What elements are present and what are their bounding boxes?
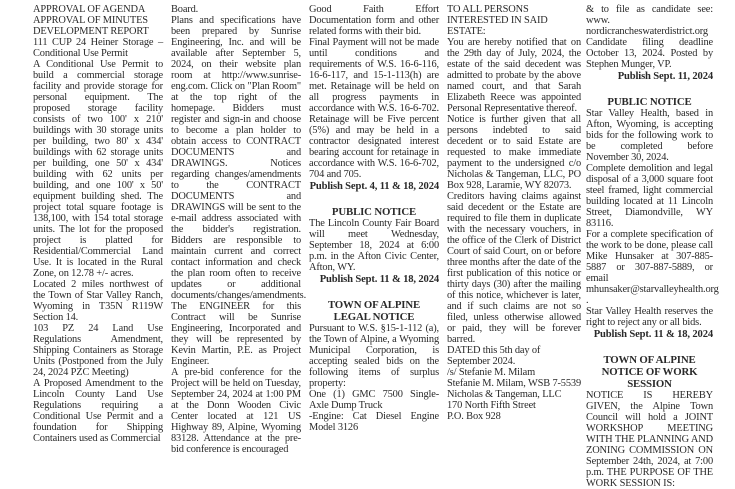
notice-paragraph: A pre-bid conference for the Project will be held on Tuesday, September 24, 2024 at 1:00 PM at the Donn Wooden Civic Center located at 121 US Highway 89, Alpine, Wyoming 83128. Attendance at the pre-bid conference is encouraged: [171, 367, 301, 455]
publish-dates: Publish Sept. 11 & 18, 2024: [593, 329, 713, 340]
text-line: Stefanie M. Milam, WSB 7-5539: [447, 378, 581, 389]
publish-dates: Publish Sept. 11, 2024: [617, 71, 713, 82]
notice-paragraph: Creditors having claims against said decedent or the Estate are required to file them in duplicate with the necessary vouchers, in the office of the Clerk of District Court of said Court, on or before three months after the date of the first publication of this notice or thirty days (30) after the mailing of this notice, whichever is later, and if such claims are not so filed, unless otherwise allowed or paid, they will be forever barred.: [447, 191, 581, 345]
notice-paragraph: -Engine: Cat Diesel Engine Model 3126: [309, 411, 439, 433]
notice-paragraph: For a complete specification of the work to be done, please call Mike Hunsaker at 307-885-5887 or 307-887-5889, or email mhunsaker@starvalleyhealth.org .: [586, 229, 719, 306]
notice-heading: TOWN OF ALPINE: [603, 354, 696, 366]
notice-paragraph: Plans and specifications have been prepared by Sunrise Engineering, Inc. and will be available after September 5, 2024, on their website plan room at http://www.sunrise-eng.com. Click on "Plan Room" at the top right of the homepage. Bidders must register and sign-in and choose to become a plan holder to obtain access to CONTRACT DOCUMENTS and DRAWINGS. Notices regarding changes/amendments to the CONTRACT DOCUMENTS and DRAWINGS will be sent to the e-mail address associated with the bidder's registration. Bidders are responsible to maintain current and correct contact information and check the plan room often to receive updates or additional documents/changes/amendments. The ENGINEER for this Contract will be Sunrise Engineering, Incorporated and they will be represented by Kevin Martin, P.E. as Project Engineer.: [171, 15, 307, 367]
text-line: 170 North Fifth Street: [447, 400, 536, 411]
notice-heading: PUBLIC NOTICE: [331, 206, 417, 218]
notice-paragraph: 103 PZ 24 Land Use Regulations Amendment, Shipping Containers as Storage Units (Postponed from the July 24, 2024 PZC Meeting): [33, 323, 163, 378]
text-line: Nicholas & Tangeman, LLC: [447, 389, 562, 400]
notice-paragraph: You are hereby notified that on the 29th day of July, 2024, the estate of the said decedent was admitted to probate by the above named court, and that Sarah Elizabeth Reece was appointed Personal Representative thereof.: [447, 37, 581, 114]
text-line: /s/ Stefanie M. Milam: [447, 367, 536, 378]
column-1: [33, 4, 163, 444]
notice-paragraph: A Conditional Use Permit to build a commercial storage facility and provide storage for personal equipment. The proposed storage facility consists of two 100' x 210' buildings with 30 storage units per building, two 80' x 434' buildings with 62 storage units per building, one 50' x 434' building with 62 units per building, and one 100' x 50' equipment building shed. The project total square footage is 138,100, with 154 total storage units. The lot for the proposed project is platted for Residential/Commercial Land Use. It is located in the Rural Zone, on 12.78 +/- acres.: [33, 59, 163, 279]
notice-paragraph: Located 2 miles northwest of the Town of Star Valley Ranch, Wyoming in T35N R119W Section 14.: [33, 279, 163, 323]
notice-paragraph: Complete demolition and legal disposal of a 3,000 square foot steel framed, light commercial building located at 11 Lincoln Street, Diamondville, WY 83116.: [586, 163, 713, 229]
text-line: DATED this 5th day of September 2024.: [447, 345, 541, 367]
column-2: [171, 4, 307, 455]
publish-dates: Publish Sept. 11 & 18, 2024: [319, 274, 439, 285]
notice-paragraph: Good Faith Effort Documentation form and other related forms with their bid.: [309, 4, 439, 37]
text-line: P.O. Box 928: [447, 411, 501, 422]
text-line: Board.: [171, 4, 199, 15]
notice-paragraph: Star Valley Health, based in Afton, Wyoming, is accepting bids for the following work to be completed before November 30, 2024.: [586, 108, 713, 163]
notice-heading: LEGAL NOTICE: [333, 311, 415, 323]
notice-paragraph: & to file as candidate see: www. nordicrancheswaterdistrict.org Candidate filing deadline October 13, 2024. Posted by Stephen Munger, VP.: [586, 4, 713, 70]
notice-paragraph: 111 CUP 24 Heiner Storage – Conditional Use Permit: [33, 37, 163, 59]
column-5: [586, 4, 719, 489]
notice-paragraph: Final Payment will not be made until conditions and requirements of W.S. 16-6-116, 16-6-117, and 15-1-113(h) are met. Retainage will be held on all progress payments in accordance with W.S. 16-6-702. Retainage will be Five percent (5%) and may be held in a contractor designated interest bearing account for retainage in accordance with W.S. 16-6-702, 704 and 705.: [309, 37, 439, 180]
section-label: APPROVAL OF AGENDA: [33, 4, 146, 15]
publish-dates: Publish Sept. 4, 11 & 18, 2024: [309, 181, 439, 192]
notice-paragraph: Notice is further given that all persons indebted to said decedent or to said Estate are requested to make immediate payment to the undersigned c/o Nicholas & Tangeman, LLC, PO Box 928, Laramie, WY 82073.: [447, 114, 581, 191]
section-label: TO ALL PERSONS INTERESTED IN SAID ESTATE:: [447, 4, 548, 37]
notice-heading: NOTICE OF WORK SESSION: [601, 366, 698, 390]
notice-paragraph: A Proposed Amendment to the Lincoln County Land Use Regulations requiring a Conditional Use Permit and a foundation for Shipping Containers used as Commercial: [33, 378, 163, 444]
section-label: DEVELOPMENT REPORT: [33, 26, 149, 37]
notice-paragraph: The Lincoln County Fair Board will meet Wednesday, September 18, 2024 at 6:00 p.m. in the Afton Civic Center, Afton, WY.: [309, 218, 439, 273]
notice-paragraph: Pursuant to W.S. §15-1-112 (a), the Town of Alpine, a Wyoming Municipal Corporation, is accepting sealed bids on the following items of surplus property:: [309, 323, 439, 389]
notice-heading: TOWN OF ALPINE: [327, 299, 421, 311]
section-label: APPROVAL OF MINUTES: [33, 15, 148, 26]
notice-paragraph: NOTICE IS HEREBY GIVEN, the Alpine Town Council will hold a JOINT WORKSHOP MEETING WITH THE PLANNING AND ZONING COMMISSION ON September 24th, 2024, at 7:00 p.m. THE PURPOSE OF THE WORK SESSION IS:: [586, 390, 713, 489]
notice-heading: PUBLIC NOTICE: [607, 96, 692, 108]
column-3: [309, 4, 439, 433]
notice-paragraph: One (1) GMC 7500 Single-Axle Dump Truck: [309, 389, 439, 411]
column-4: [447, 4, 581, 422]
notice-paragraph: Star Valley Health reserves the right to reject any or all bids.: [586, 306, 713, 328]
